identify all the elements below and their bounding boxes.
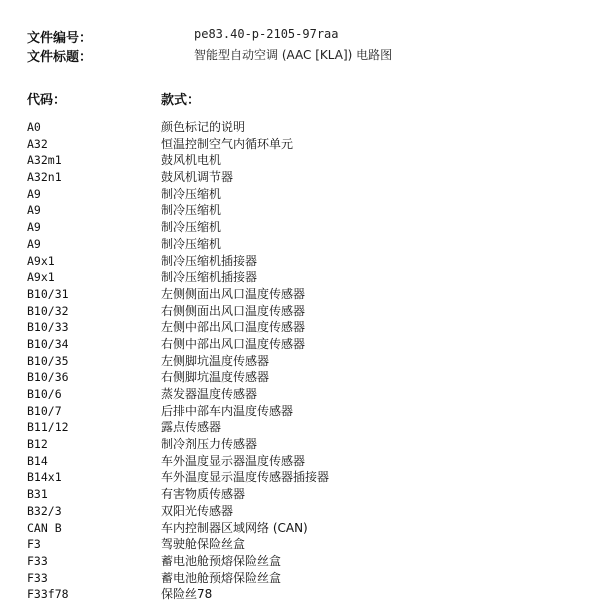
component-name: 驾驶舱保险丝盒: [161, 537, 246, 552]
list-item: [0, 119, 605, 136]
code-column-header: 代码：: [27, 93, 67, 108]
component-code: F3: [27, 537, 41, 552]
list-item: [0, 386, 605, 403]
list-item: [0, 319, 605, 336]
component-name: 制冷压缩机: [161, 236, 222, 251]
component-name: 右侧中部出风口温度传感器: [161, 336, 306, 351]
component-code: A32: [27, 136, 48, 151]
component-name: 制冷压缩机: [161, 203, 222, 218]
component-code: A9: [27, 186, 41, 201]
list-item: [0, 202, 605, 219]
list-item: [0, 570, 605, 587]
doc-title-label: 文件标题：: [27, 50, 93, 65]
component-code: B11/12: [27, 420, 69, 435]
component-code: B10/32: [27, 303, 69, 318]
component-name: 制冷压缩机插接器: [161, 253, 258, 268]
list-item: [0, 553, 605, 570]
component-code: A32m1: [27, 153, 62, 168]
component-code: A9x1: [27, 270, 55, 285]
list-item: [0, 236, 605, 253]
list-item: [0, 169, 605, 186]
list-item: [0, 186, 605, 203]
component-code: B10/36: [27, 370, 69, 385]
list-item: [0, 152, 605, 169]
component-name: 车外温度显示温度传感器插接器: [161, 470, 330, 485]
component-name: 车内控制器区域网络 (CAN): [161, 520, 308, 535]
component-name: 蒸发器温度传感器: [161, 387, 258, 401]
component-name: 右侧脚坑温度传感器: [161, 370, 270, 385]
component-name: 制冷压缩机插接器: [161, 270, 258, 285]
component-name: 颜色标记的说明: [161, 120, 246, 134]
list-item: [0, 303, 605, 320]
list-item: [0, 403, 605, 420]
doc-number-value: pe83.40-p-2105-97raa: [194, 27, 339, 41]
component-name: 鼓风机调节器: [161, 170, 234, 185]
component-code: B12: [27, 437, 48, 452]
component-name: 有害物质传感器: [161, 487, 246, 502]
component-code: B10/31: [27, 286, 69, 301]
component-code: B10/7: [27, 403, 62, 418]
list-item: [0, 453, 605, 470]
component-name: 左侧中部出风口温度传感器: [161, 320, 306, 335]
component-name: 左侧脚坑温度传感器: [161, 353, 270, 368]
list-item: [0, 520, 605, 537]
list-item: [0, 336, 605, 353]
list-item: [0, 219, 605, 236]
component-list: [0, 119, 605, 603]
component-code: B10/35: [27, 353, 69, 368]
list-item: [0, 136, 605, 153]
component-name: 制冷剂压力传感器: [161, 437, 258, 452]
doc-number-label: 文件编号：: [27, 31, 93, 46]
list-item: [0, 419, 605, 436]
list-item: [0, 503, 605, 520]
list-item: [0, 486, 605, 503]
component-name: 右侧侧面出风口温度传感器: [161, 303, 306, 318]
list-item: [0, 469, 605, 486]
component-name: 蓄电池舱预熔保险丝盒: [161, 570, 282, 585]
component-name: 制冷压缩机: [161, 220, 222, 235]
component-code: B31: [27, 487, 48, 502]
list-item: [0, 286, 605, 303]
component-code: F33: [27, 553, 48, 568]
component-name: 恒温控制空气内循环单元: [161, 136, 294, 151]
component-name: 双阳光传感器: [161, 503, 234, 518]
component-code: B14: [27, 453, 48, 468]
component-name: 鼓风机电机: [161, 153, 222, 168]
component-name: 后排中部车内温度传感器: [161, 403, 294, 418]
list-item: [0, 586, 605, 603]
list-item: [0, 436, 605, 453]
component-name: 保险丝78: [161, 587, 213, 602]
component-code: B10/34: [27, 336, 69, 351]
component-code: F33: [27, 570, 48, 585]
list-item: [0, 369, 605, 386]
list-item: [0, 269, 605, 286]
component-code: A9: [27, 203, 41, 218]
component-code: F33f78: [27, 587, 69, 602]
list-item: [0, 253, 605, 270]
name-column-header: 款式：: [161, 93, 201, 108]
doc-title-value: 智能型自动空调 (AAC [KLA]) 电路图: [194, 48, 393, 62]
component-code: CAN B: [27, 520, 62, 535]
component-code: A9x1: [27, 253, 55, 268]
component-code: B32/3: [27, 503, 62, 518]
component-code: A9: [27, 220, 41, 235]
component-code: B10/33: [27, 320, 69, 335]
component-code: A32n1: [27, 170, 62, 185]
component-code: A9: [27, 236, 41, 251]
component-name: 蓄电池舱预熔保险丝盒: [161, 553, 282, 568]
component-name: 左侧侧面出风口温度传感器: [161, 286, 306, 301]
component-code: A0: [27, 120, 41, 134]
component-name: 车外温度显示器温度传感器: [161, 453, 306, 468]
component-name: 露点传感器: [161, 420, 222, 435]
list-item: [0, 353, 605, 370]
component-name: 制冷压缩机: [161, 186, 222, 201]
component-code: B14x1: [27, 470, 62, 485]
list-item: [0, 536, 605, 553]
component-code: B10/6: [27, 387, 62, 401]
